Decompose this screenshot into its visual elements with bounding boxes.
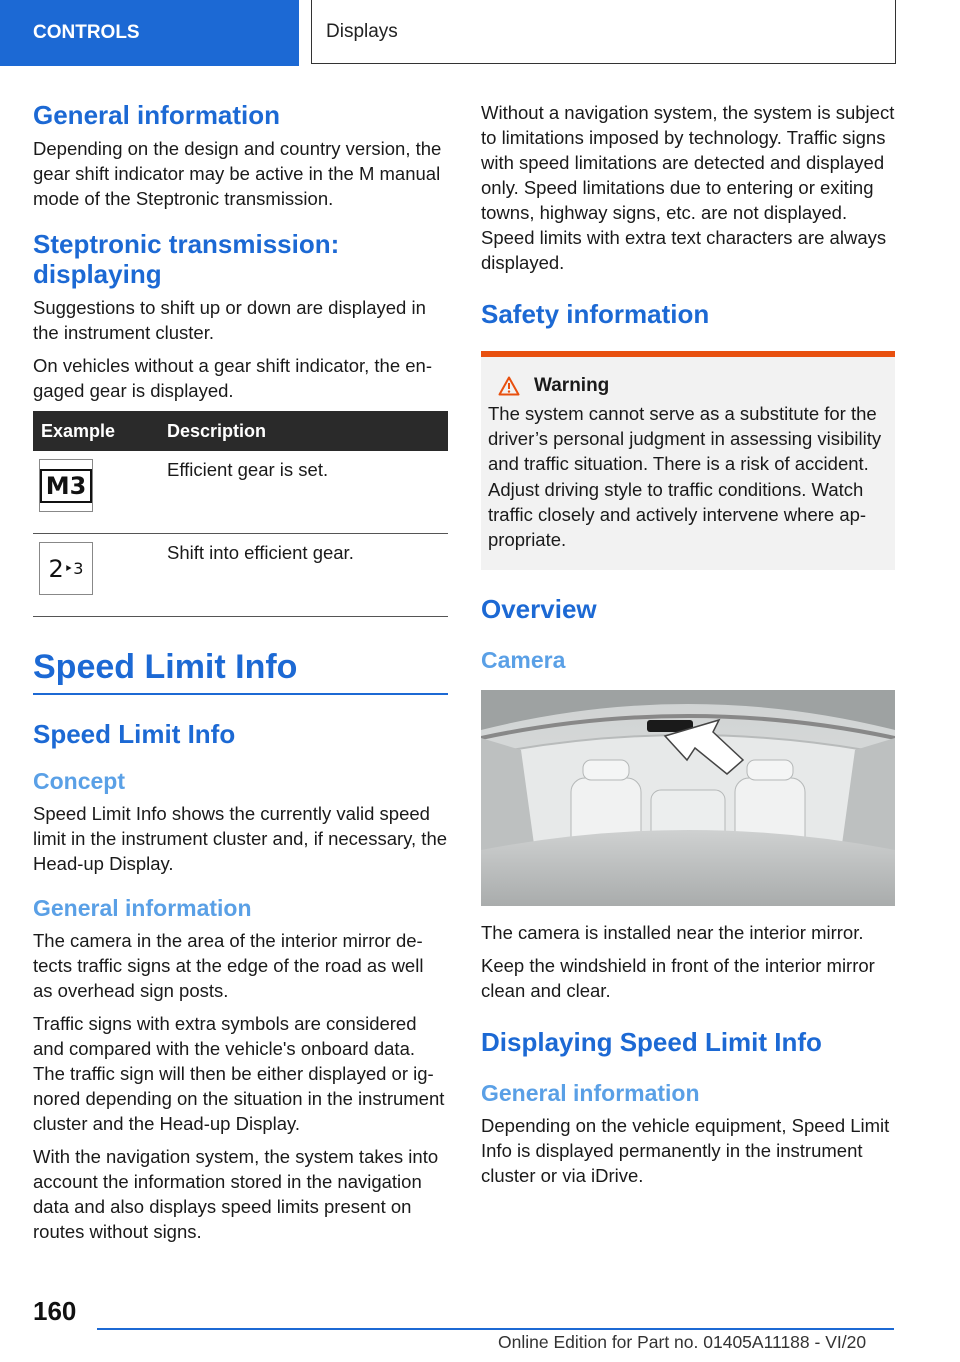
table-header-description: Description: [159, 411, 448, 451]
footer-divider: [97, 1328, 894, 1330]
page-header: [0, 0, 960, 66]
page-number: 160: [33, 1296, 77, 1326]
chapter-tab[interactable]: Displays: [311, 0, 896, 64]
left-column: [33, 100, 448, 1252]
camera-heading: Camera: [481, 647, 566, 674]
gear-indicator-table: [33, 411, 448, 617]
warning-header: [488, 375, 887, 397]
table-header-row: [33, 411, 448, 451]
warning-box: [481, 357, 895, 570]
general-info-text: Depending on the design and country version, the gear shift indicator may be active in the M manual mode of the Steptronic transmission.: [33, 138, 442, 209]
gear-shift-2-to-3-icon: [39, 542, 93, 595]
sli-subtitle: Speed Limit Info: [33, 719, 236, 749]
gear-m3-label: M3: [40, 469, 93, 503]
right-column: [481, 100, 895, 1196]
general-info-3-text: Depending on the vehicle equipment, Speed Limit Info is displayed permanently in the instrument cluster or via iDrive.: [481, 1115, 890, 1187]
gear-m3-icon: [39, 459, 93, 512]
steptronic-text-2: On vehicles without a gear shift indicator, the engaged gear is displayed.: [33, 355, 433, 401]
section-tab[interactable]: CONTROLS: [0, 0, 299, 66]
gear-shift-target: 3: [73, 559, 84, 578]
table-row: [33, 451, 448, 534]
table-cell-icon: [33, 534, 159, 617]
general-info-2-heading: General information: [33, 895, 252, 921]
general-info-heading: General information: [33, 100, 281, 130]
table-header-example: Example: [33, 411, 159, 451]
table-row: [33, 534, 448, 617]
gear-shift-arrow: ‣: [63, 559, 74, 578]
table-cell-desc: Shift into efficient gear.: [159, 534, 448, 617]
general-info-2-text-1: The camera in the area of the interior mirror detects traffic signs at the edge of the road as well as overhead sign posts.: [33, 930, 424, 1001]
general-info-2-text-3: With the navigation system, the system takes into account the information stored in the navigation data and also displays speed limits present on routes without signs.: [33, 1146, 439, 1242]
concept-heading: Concept: [33, 768, 125, 794]
displaying-heading: Displaying Speed Limit Info: [481, 1027, 822, 1058]
overview-heading: Overview: [481, 594, 597, 625]
steptronic-heading: Steptronic transmission: displaying: [33, 229, 340, 289]
table-cell-desc: Efficient gear is set.: [159, 451, 448, 534]
warning-triangle-icon: [498, 376, 520, 396]
warning-title: Warning: [534, 375, 610, 396]
general-info-3-heading: General information: [481, 1080, 700, 1107]
camera-location-illustration: [481, 690, 895, 906]
steptronic-text-1: Suggestions to shift up or down are displayed in the instrument cluster.: [33, 297, 426, 343]
sli-chapter-title: Speed Limit Info: [33, 648, 298, 686]
nav-limitations-text: Without a navigation system, the system is subject to limitations imposed by technology. Traffic signs with speed limitations are detected and displayed only. Speed limitations due to entering or exiting towns, highway signs, etc. are not displayed. Speed limits with extra text characters are always displayed.: [481, 102, 895, 273]
camera-text-2: Keep the windshield in front of the interior mirror clean and clear.: [481, 955, 875, 1002]
title-divider: [33, 693, 448, 695]
table-cell-icon: [33, 451, 159, 534]
camera-text-1: The camera is installed near the interior mirror.: [481, 922, 864, 944]
concept-text: Speed Limit Info shows the currently valid speed limit in the instrument cluster and, if necessary, the Head-up Display.: [33, 803, 448, 874]
footer-edition: Online Edition for Part no. 01405A11188 - VI/20: [498, 1332, 867, 1352]
warning-text: The system cannot serve as a substitute for the driver’s personal judgment in assessing visibility and traffic situation. There is a risk of accident. Adjust driving style to traffic conditions. Watch traffic closely and actively intervene where appropriate.: [488, 403, 882, 551]
gear-shift-current: 2: [48, 554, 64, 583]
general-info-2-text-2: Traffic signs with extra symbols are considered and compared with the vehicle's onboard data. The traffic sign will then be either displayed or ignored depending on the situation in the instrument cluster and the Head-up Display.: [33, 1013, 445, 1134]
safety-heading: Safety information: [481, 299, 710, 329]
